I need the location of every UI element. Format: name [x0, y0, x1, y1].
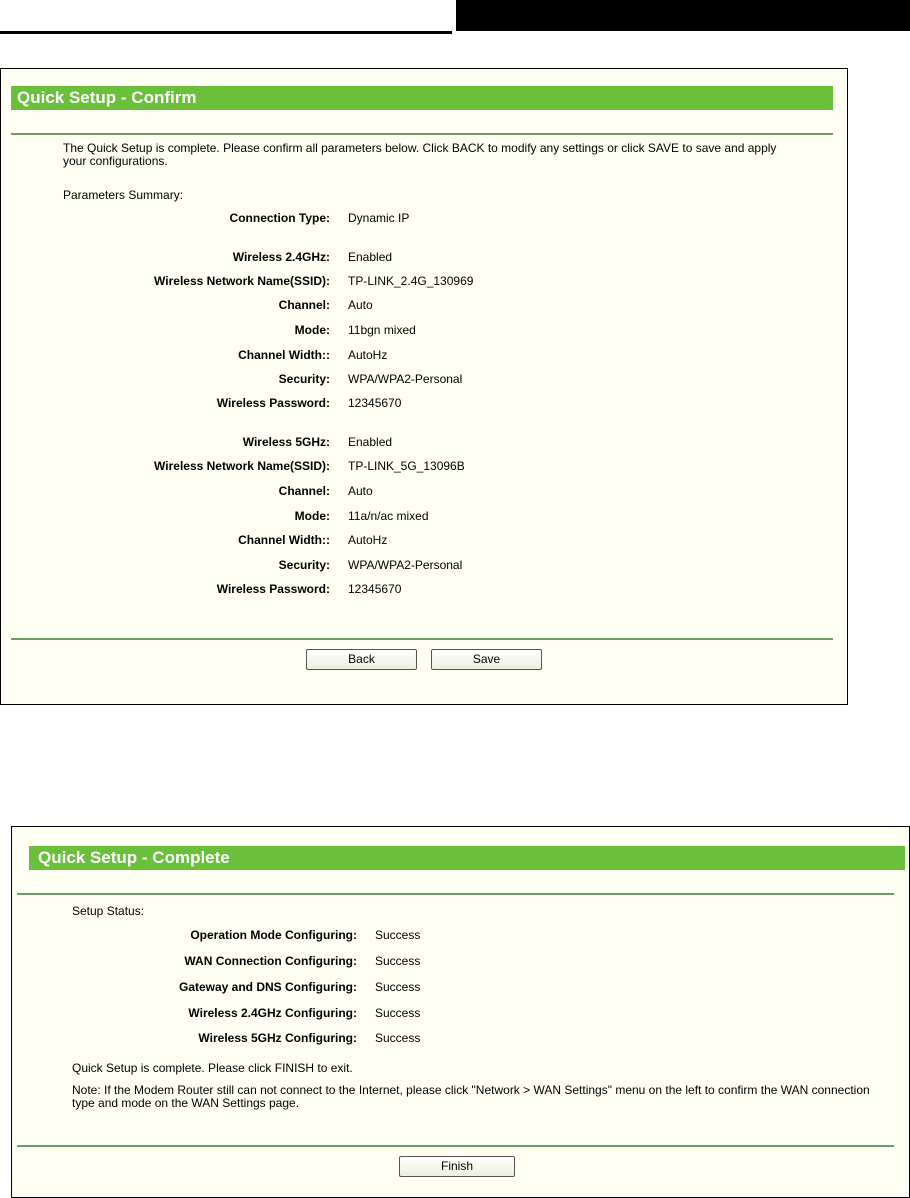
panel-title: Quick Setup - Confirm: [11, 86, 833, 110]
status-row-wireless-5ghz: [12, 1031, 910, 1045]
param-label: Mode:: [294, 509, 330, 523]
param-label: Security:: [278, 558, 330, 572]
param-label: Wireless 5GHz:: [242, 435, 330, 449]
param-row-mode-24ghz: [1, 323, 848, 337]
param-label: Channel Width::: [238, 533, 330, 547]
divider: [17, 893, 894, 895]
param-row-wireless-24ghz: [1, 250, 848, 264]
wan-settings-note: Note: If the Modem Router still can not connect to the Internet, please click "Network > WAN Settings" menu on the left to confirm the WAN connection type and mode on the WAN Settings page.: [72, 1083, 870, 1110]
save-button[interactable]: Save: [431, 649, 542, 670]
param-value: AutoHz: [348, 348, 388, 362]
param-row-channel-width-24ghz: [1, 348, 848, 362]
param-label: Wireless Network Name(SSID):: [154, 274, 330, 288]
param-row-channel-24ghz: [1, 298, 848, 312]
status-value: Success: [375, 1006, 421, 1020]
param-value: 12345670: [348, 582, 402, 596]
param-value: AutoHz: [348, 533, 388, 547]
param-row-password-5ghz: [1, 582, 848, 596]
divider: [11, 133, 833, 135]
status-label: Wireless 5GHz Configuring:: [198, 1031, 357, 1045]
param-row-ssid-24ghz: [1, 274, 848, 288]
param-row-ssid-5ghz: [1, 459, 848, 473]
param-label: Channel:: [278, 484, 330, 498]
status-value: Success: [375, 928, 421, 942]
param-row-channel-5ghz: [1, 484, 848, 498]
param-row-wireless-5ghz: [1, 435, 848, 449]
status-row-gateway-dns: [12, 980, 910, 994]
param-label: Wireless 2.4GHz:: [232, 250, 330, 264]
param-row-password-24ghz: [1, 396, 848, 410]
param-row-mode-5ghz: [1, 509, 848, 523]
document-header-rule: [0, 0, 452, 34]
status-value: Success: [375, 980, 421, 994]
param-label: Wireless Network Name(SSID):: [154, 459, 330, 473]
param-value: Dynamic IP: [348, 211, 410, 225]
status-value: Success: [375, 1031, 421, 1045]
param-value: WPA/WPA2-Personal: [348, 558, 463, 572]
document-header-bar: [456, 0, 910, 31]
confirm-intro-text: The Quick Setup is complete. Please confirm all parameters below. Click BACK to modify any settings or click SAVE to save and apply your configurations.: [63, 141, 777, 168]
status-label: Gateway and DNS Configuring:: [178, 980, 357, 994]
param-label: Wireless Password:: [216, 582, 330, 596]
param-label: Mode:: [294, 323, 330, 337]
param-label: Channel Width::: [238, 348, 330, 362]
param-row-connection-type: [1, 211, 848, 225]
param-value: 12345670: [348, 396, 402, 410]
parameters-summary-label: Parameters Summary:: [63, 188, 184, 202]
back-button[interactable]: Back: [306, 649, 417, 670]
complete-message: Quick Setup is complete. Please click FINISH to exit.: [72, 1061, 353, 1075]
status-row-operation-mode: [12, 928, 910, 942]
param-row-channel-width-5ghz: [1, 533, 848, 547]
param-value: Enabled: [348, 250, 393, 264]
param-value: TP-LINK_5G_13096B: [348, 459, 465, 473]
param-label: Security:: [278, 372, 330, 386]
status-row-wireless-24ghz: [12, 1006, 910, 1020]
divider: [17, 1145, 894, 1147]
param-value: Auto: [348, 298, 373, 312]
param-value: TP-LINK_2.4G_130969: [348, 274, 474, 288]
status-value: Success: [375, 954, 421, 968]
param-row-security-24ghz: [1, 372, 848, 386]
param-value: 11bgn mixed: [348, 323, 416, 337]
param-row-security-5ghz: [1, 558, 848, 572]
status-label: Operation Mode Configuring:: [190, 928, 357, 942]
status-label: WAN Connection Configuring:: [184, 954, 357, 968]
status-label: Wireless 2.4GHz Configuring:: [188, 1006, 357, 1020]
divider: [11, 638, 833, 640]
param-label: Connection Type:: [229, 211, 330, 225]
param-label: Wireless Password:: [216, 396, 330, 410]
setup-status-label: Setup Status:: [72, 904, 145, 918]
panel-title: Quick Setup - Complete: [29, 846, 905, 870]
finish-button[interactable]: Finish: [399, 1156, 515, 1177]
param-value: 11a/n/ac mixed: [348, 509, 429, 523]
quick-setup-complete-panel: [11, 826, 910, 1198]
status-row-wan-connection: [12, 954, 910, 968]
param-value: Auto: [348, 484, 373, 498]
param-value: Enabled: [348, 435, 393, 449]
param-label: Channel:: [278, 298, 330, 312]
quick-setup-confirm-panel: [0, 68, 848, 705]
param-value: WPA/WPA2-Personal: [348, 372, 463, 386]
